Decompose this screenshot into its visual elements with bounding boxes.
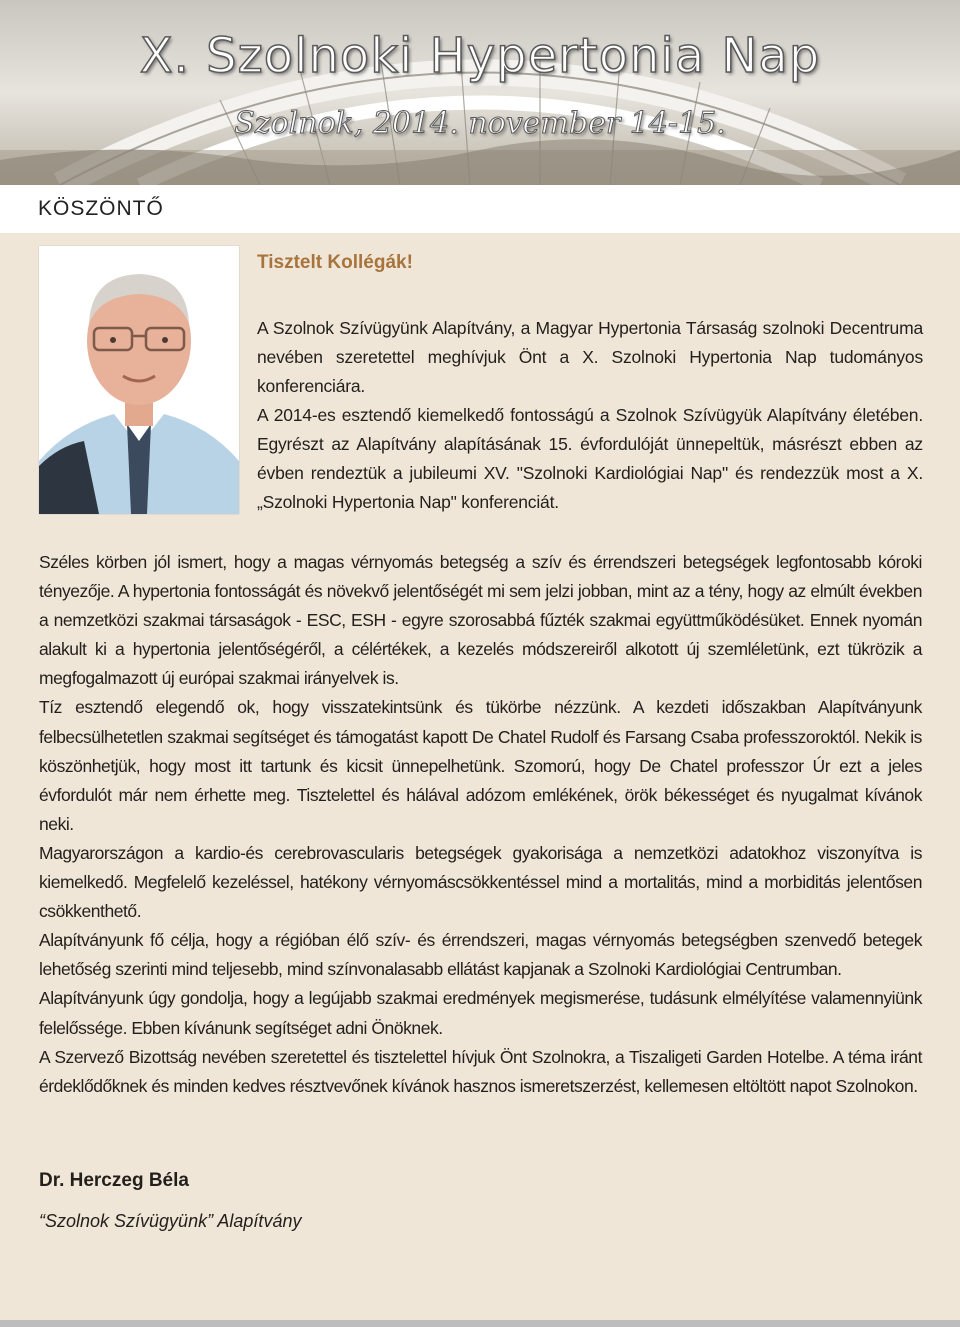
body-paragraph: Széles körben jól ismert, hogy a magas vérnyomás betegség a szív és érrendszeri betegségek legfontosabb kóroki tényezője. A hypertonia fontosságát és növekvő jelentőségét mi sem jelzi jobban, mint az a tény, hogy az elmúlt években a nemzetközi szakmai társaságok - ESC, ESH - egyre szorosabbá fűzték szakmai együttműködésüket. Ennek nyomán alakult ki a hypertonia jelentőségéről, a célértékek, a kezelés módszereiről alkotott új szemléletünk, ezt tükrözik a megfogalmazott új európai szakmai irányelvek is. <box>39 552 922 689</box>
footer-divider <box>0 1320 960 1327</box>
section-label: KÖSZÖNTŐ <box>38 197 164 220</box>
signature-name: Dr. Herczeg Béla <box>39 1170 189 1191</box>
conference-title: X. Szolnoki Hypertonia Nap <box>139 28 821 84</box>
portrait-illustration <box>39 246 239 514</box>
body-paragraph: Tíz esztendő elegendő ok, hogy visszatekintsünk és tükörbe nézzünk. A kezdeti időszakban Alapítványunk felbecsülhetetlen szakmai segítséget és támogatást kapott De Chatel Rudolf és Farsang Csaba professzoroktól. Nekik is köszönhetjük, hogy most itt tartunk és kicsit ünnepelhetünk. Szomorú, hogy De Chatel professzor Úr ezt a jeles évfordulót már nem érhette meg. Tisztelettel és hálával adózom emlékének, örök békességet és nyugalmat kívánok neki. <box>39 697 922 834</box>
intro-text <box>257 314 923 517</box>
intro-paragraph: A 2014-es esztendő kiemelkedő fontosságú a Szolnok Szívügyük Alapítvány életében. Egyrészt az Alapítvány alapításának 15. évfordulóját ünnepeltük, másrészt ebben az évben rendeztük a jubileumi XV. "Szolnoki Kardiológiai Nap" és rendezzük most a X. „Szolnoki Hypertonia Nap" konferenciát. <box>257 405 923 512</box>
intro-paragraph: A Szolnok Szívügyünk Alapítvány, a Magyar Hypertonia Társaság szolnoki Decentruma nevében szeretettel meghívjuk Önt a X. Szolnoki Hypertonia Nap tudományos konferenciára. <box>257 318 923 396</box>
signature-organization: “Szolnok Szívügyünk” Alapítvány <box>39 1211 302 1231</box>
body-text <box>39 548 922 1101</box>
header-banner <box>0 0 960 185</box>
body-paragraph: Alapítványunk fő célja, hogy a régióban élő szív- és érrendszeri, magas vérnyomás betegségben szenvedő betegek lehetőség szerinti mind teljesebb, mind színvonalasabb ellátást kapjanak a Szolnoki Kardiológiai Centrumban. <box>39 930 922 980</box>
conference-date: Szolnok, 2014. november 14-15. <box>234 106 726 141</box>
section-bar <box>0 185 960 233</box>
greeting: Tisztelt Kollégák! <box>257 252 413 273</box>
body-paragraph: Magyarországon a kardio-és cerebrovascularis betegségek gyakorisága a nemzetközi adatokhoz viszonyítva is kiemelkedő. Megfelelő kezeléssel, hatékony vérnyomáscsökkentéssel mind a mortalitás, mind a morbiditás jelentősen csökkenthető. <box>39 842 922 922</box>
author-photo <box>39 246 239 514</box>
body-paragraph: A Szervező Bizottság nevében szeretettel és tisztelettel hívjuk Önt Szolnokra, a Tiszaligeti Garden Hotelbe. A téma iránt érdeklődőknek és minden kedves résztvevőnek kívánok hasznos ismeretszerzést, kellemesen eltöltött napot Szolnokon. <box>39 1046 922 1096</box>
body-paragraph: Alapítványunk úgy gondolja, hogy a legújabb szakmai eredmények megismerése, tudásunk elmélyítése valamennyiünk felelőssége. Ebben kívánunk segítséget adni Önöknek. <box>39 988 922 1038</box>
